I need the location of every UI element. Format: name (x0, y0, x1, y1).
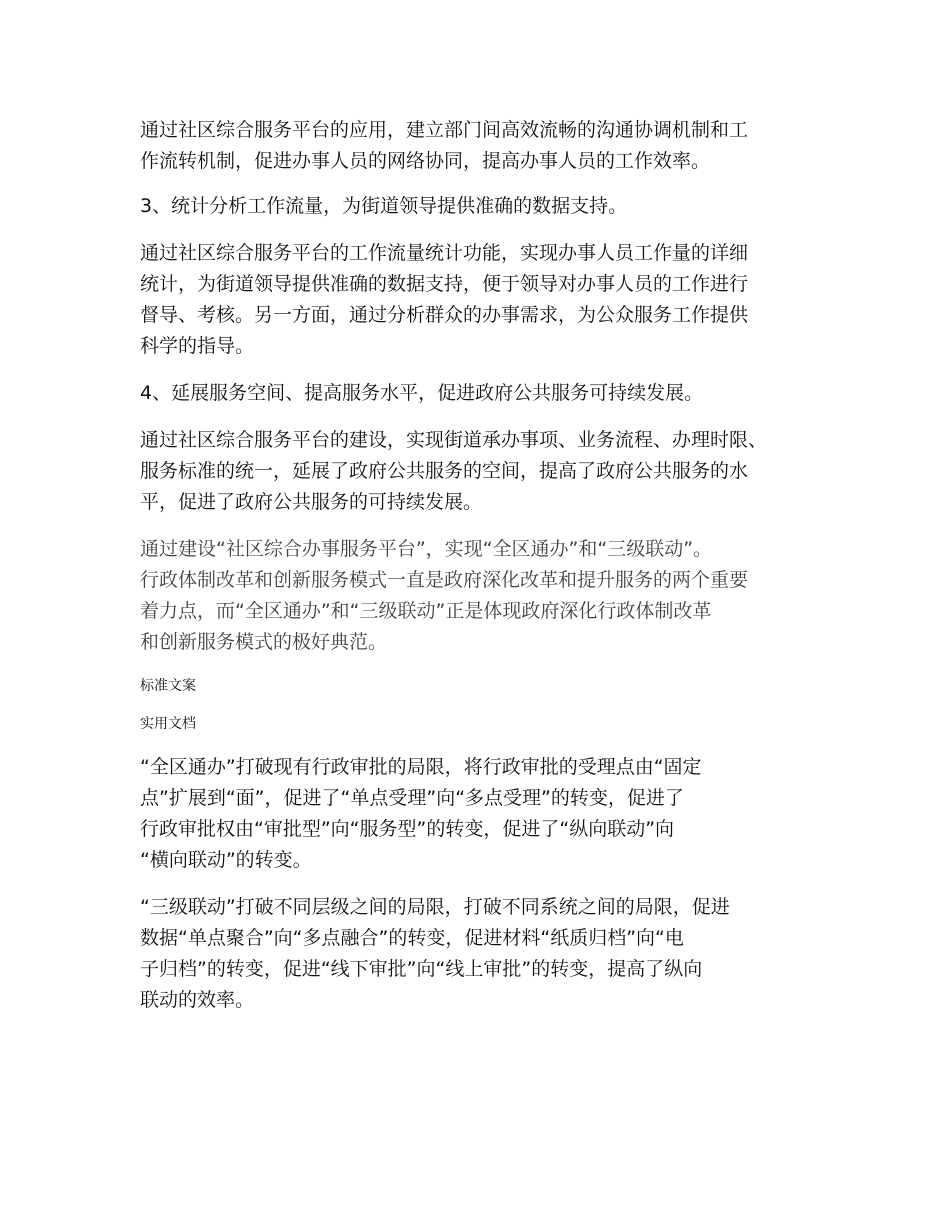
paragraph-workflow-statistics (140, 238, 830, 362)
text-line: 作流转机制，促进办事人员的网络协同，提高办事人员的工作效率。 (140, 150, 711, 172)
text-line: 通过社区综合服务平台的应用，建立部门间高效流畅的沟通协调机制和工 (140, 119, 749, 141)
text-line: 行政审批权由“审批型”向“服务型”的转变，促进了“纵向联动”向 (140, 818, 675, 840)
text-line: 统计，为街道领导提供准确的数据支持，便于领导对办事人员的工作进行 (140, 273, 749, 295)
text-line: 联动的效率。 (140, 989, 255, 1011)
paragraph-collaboration (140, 115, 830, 177)
text-line: 行政体制改革和创新服务模式一直是政府深化改革和提升服务的两个重要 (140, 569, 749, 591)
heading-section-4 (140, 378, 830, 409)
text-line: 科学的指导。 (140, 335, 255, 357)
paragraph-integrated-service (140, 534, 830, 658)
text-line: “全区通办”打破现有行政审批的局限，将行政审批的受理点由“固定 (140, 756, 702, 778)
heading-section-3 (140, 191, 830, 222)
text-line: 着力点，而“全区通办”和“三级联动”正是体现政府深化行政体制改革 (140, 600, 712, 622)
text-line: 通过建设“社区综合办事服务平台”，实现“全区通办”和“三级联动”。 (140, 538, 713, 560)
text-line: 3、统计分析工作流量，为街道领导提供准确的数据支持。 (140, 195, 628, 217)
text-line: 通过社区综合服务平台的建设，实现街道承办事项、业务流程、办理时限、 (140, 429, 768, 451)
label-practical-document: 实用文档 (140, 716, 196, 732)
paragraph-platform-construction (140, 425, 830, 518)
document-page (140, 115, 830, 1016)
text-line: 点”扩展到“面”，促进了“单点受理”向“多点受理”的转变，促进了 (140, 787, 684, 809)
text-line: 子归档”的转变，促进“线下审批”向“线上审批”的转变，提高了纵向 (140, 958, 703, 980)
paragraph-three-level-linkage (140, 892, 830, 1016)
text-line: 4、延展服务空间、提高服务水平，促进政府公共服务可持续发展。 (140, 382, 704, 404)
text-line: 督导、考核。另一方面，通过分析群众的办事需求，为公众服务工作提供 (140, 304, 749, 326)
text-line: 通过社区综合服务平台的工作流量统计功能，实现办事人员工作量的详细 (140, 242, 749, 264)
text-line: 服务标准的统一，延展了政府公共服务的空间，提高了政府公共服务的水 (140, 460, 749, 482)
text-line: “横向联动”的转变。 (140, 849, 312, 871)
text-line: “三级联动”打破不同层级之间的局限，打破不同系统之间的局限，促进 (140, 896, 730, 918)
text-line: 和创新服务模式的极好典范。 (140, 631, 388, 653)
label-standard-copy: 标准文案 (140, 678, 196, 694)
text-line: 数据“单点聚合”向“多点融合”的转变，促进材料“纸质归档”向“电 (140, 927, 684, 949)
text-line: 平，促进了政府公共服务的可持续发展。 (140, 491, 483, 513)
paragraph-cross-district (140, 752, 830, 876)
